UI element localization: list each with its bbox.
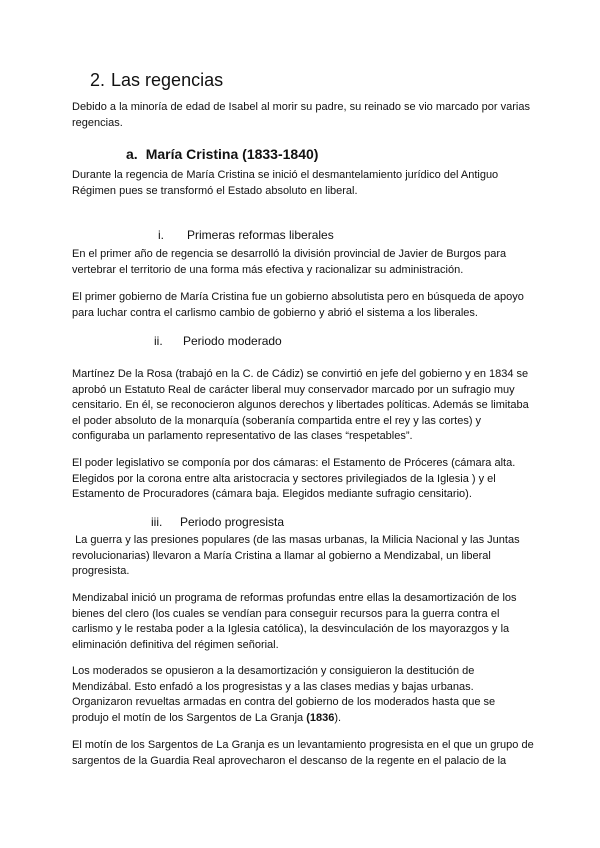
subsection-a-heading: [126, 146, 318, 162]
part-i-number: i.: [158, 228, 164, 242]
part-iii-paragraph-3: [72, 664, 534, 726]
part-i-title: Primeras reformas liberales: [187, 228, 334, 242]
part-iii-paragraph-1: [72, 533, 534, 580]
part-iii-text-3-year: (1836: [306, 711, 335, 724]
subsection-a-title: María Cristina (1833-1840): [145, 146, 319, 162]
part-iii-paragraph-4: [72, 738, 534, 769]
part-i-paragraph-1: [72, 247, 534, 278]
part-iii-text-1: La guerra y las presiones populares (de las masas urbanas, la Milicia Nacional y las Juntas revolucionarias) llevaron a María Cristina a llamar al gobierno a Mendizabal, un liberal progresista.: [72, 534, 523, 577]
part-ii-paragraph-1: [72, 367, 534, 445]
part-i-text-1: En el primer año de regencia se desarrolló la división provincial de Javier de Burgos para vertebrar el territorio de una forma más efectiva y racionalizar su administración.: [72, 248, 507, 276]
part-iii-text-3-end: ).: [334, 711, 342, 724]
section-intro-text: Debido a la minoría de edad de Isabel al morir su padre, su reinado se vio marcado por varias regencias.: [72, 101, 530, 129]
section-title: Las regencias: [111, 70, 224, 90]
section-number: 2.: [90, 70, 106, 90]
part-iii-text-3: [72, 664, 534, 726]
part-ii-text-2: El poder legislativo se componía por dos cámaras: el Estamento de Próceres (cámara alta. Elegidos por la corona entre alta aristocracia y sectores privilegiados de la Iglesia ) y el Estamento de Procuradores (cámara baja. Elegidos mediante sufragio censitario).: [72, 457, 516, 500]
part-iii-paragraph-2: [72, 591, 534, 653]
part-ii-paragraph-2: [72, 456, 534, 503]
part-iii-text-4: El motín de los Sargentos de La Granja es un levantamiento progresista en el que un grupo de sargentos de la Guardia Real aprovecharon el descanso de la regente en el palacio de la: [72, 739, 534, 767]
part-ii-number: ii.: [154, 334, 163, 348]
section-heading: [90, 70, 223, 91]
part-iii-number: iii.: [151, 515, 163, 529]
part-i-paragraph-2: [72, 290, 534, 321]
part-iii-title: Periodo progresista: [180, 515, 285, 529]
part-i-text-2: El primer gobierno de María Cristina fue un gobierno absolutista pero en búsqueda de apoyo para luchar contra el carlismo cambio de gobierno y abrió el sistema a los liberales.: [72, 291, 524, 319]
part-iii-text-2: Mendizabal inició un programa de reformas profundas entre ellas la desamortización de los bienes del clero (los cuales se vendían para conseguir recursos para la guerra contra el carlismo y le restaba poder a la Iglesia católica), la desvinculación de los mayorazgos y la eliminación definitiva del régimen señorial.: [72, 592, 517, 651]
section-intro-paragraph: [72, 100, 534, 131]
subsection-a-number: a.: [126, 146, 138, 162]
subsection-a-intro-paragraph: [72, 168, 534, 199]
part-ii-text-1: Martínez De la Rosa (trabajó en la C. de Cádiz) se convirtió en jefe del gobierno y en 1834 se aprobó un Estatuto Real de carácter liberal muy conservador marcado por un sufragio muy censitario. En él, se reconocieron algunos derechos y libertades políticas. Además se limitaba el poder absoluto de la monarquía (soberanía compartida entre el rey y las cortes) y configuraba un parlamento representativo de las clases “respetables”.: [72, 368, 529, 442]
part-ii-title: Periodo moderado: [183, 334, 282, 348]
part-iii-text-3-body: Los moderados se opusieron a la desamortización y consiguieron la destitución de Mendizábal. Esto enfadó a los progresistas y a las clases medias y bajas urbanas. Organizaron revueltas armadas en contra del gobierno de los moderados hasta que se produjo el motín de los Sargentos de La Granja: [72, 665, 496, 724]
subsection-a-intro-text: Durante la regencia de María Cristina se inició el desmantelamiento jurídico del Antiguo Régimen pues se transformó el Estado absoluto en liberal.: [72, 169, 499, 197]
